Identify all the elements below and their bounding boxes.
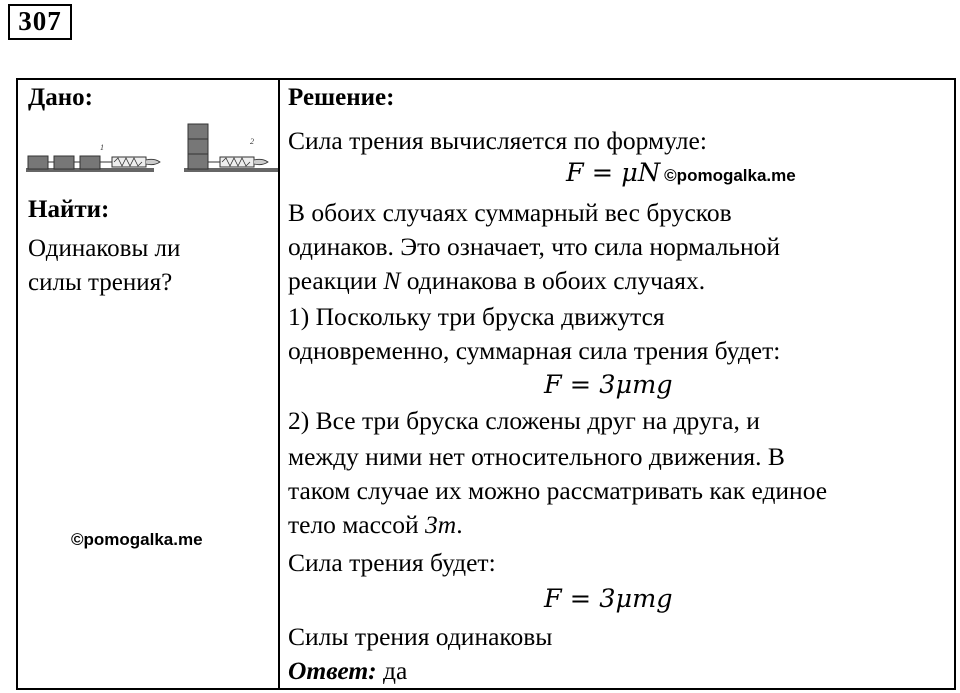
solution-line: таком случае их можно рассматривать как единое [288, 476, 828, 505]
figure-label-1: 1 [100, 143, 104, 152]
watermark: ©pomogalka.me [71, 530, 203, 549]
find-heading: Найти: [28, 196, 110, 223]
solution-line: 2) Все три бруска сложены друг на друга, и [288, 406, 760, 435]
solution-column [280, 78, 956, 690]
solution-heading: Решение: [288, 84, 395, 111]
solution-line: тело массой 3m. [288, 510, 463, 539]
formula-text: F = μN [566, 158, 661, 188]
solution-line: одновременно, суммарная сила трения будет: [288, 336, 781, 365]
solution-line: В обоих случаях суммарный вес брусков [288, 198, 732, 227]
watermark-inline: ©pomogalka.me [664, 166, 796, 185]
answer-line [288, 656, 407, 686]
formula-case-2: F = 3μmg [544, 584, 673, 614]
given-heading: Дано: [28, 84, 93, 111]
figure-label-2: 2 [250, 137, 254, 146]
formula-friction [566, 158, 796, 188]
question-line-2: силы трения? [28, 269, 173, 296]
answer-value: да [376, 656, 408, 685]
problem-number: 307 [8, 4, 72, 40]
answer-label: Ответ: [288, 656, 377, 685]
solution-line: Сила трения будет: [288, 548, 496, 577]
solution-line: Сила трения вычисляется по формуле: [288, 126, 707, 155]
solution-line: реакции N одинакова в обоих случаях. [288, 266, 706, 295]
variable-n: N [383, 266, 401, 295]
question-line-1: Одинаковы ли [28, 235, 181, 262]
solution-line: Силы трения одинаковы [288, 622, 553, 651]
blocks-spring-figure [26, 120, 278, 182]
given-column [16, 78, 278, 690]
solution-line: между ними нет относительного движения. В [288, 442, 785, 471]
solution-line: одинаков. Это означает, что сила нормальной [288, 232, 781, 261]
variable-mass: 3m [425, 510, 457, 539]
solution-line: 1) Поскольку три бруска движутся [288, 302, 665, 331]
find-question [28, 232, 268, 300]
formula-case-1: F = 3μmg [544, 370, 673, 400]
